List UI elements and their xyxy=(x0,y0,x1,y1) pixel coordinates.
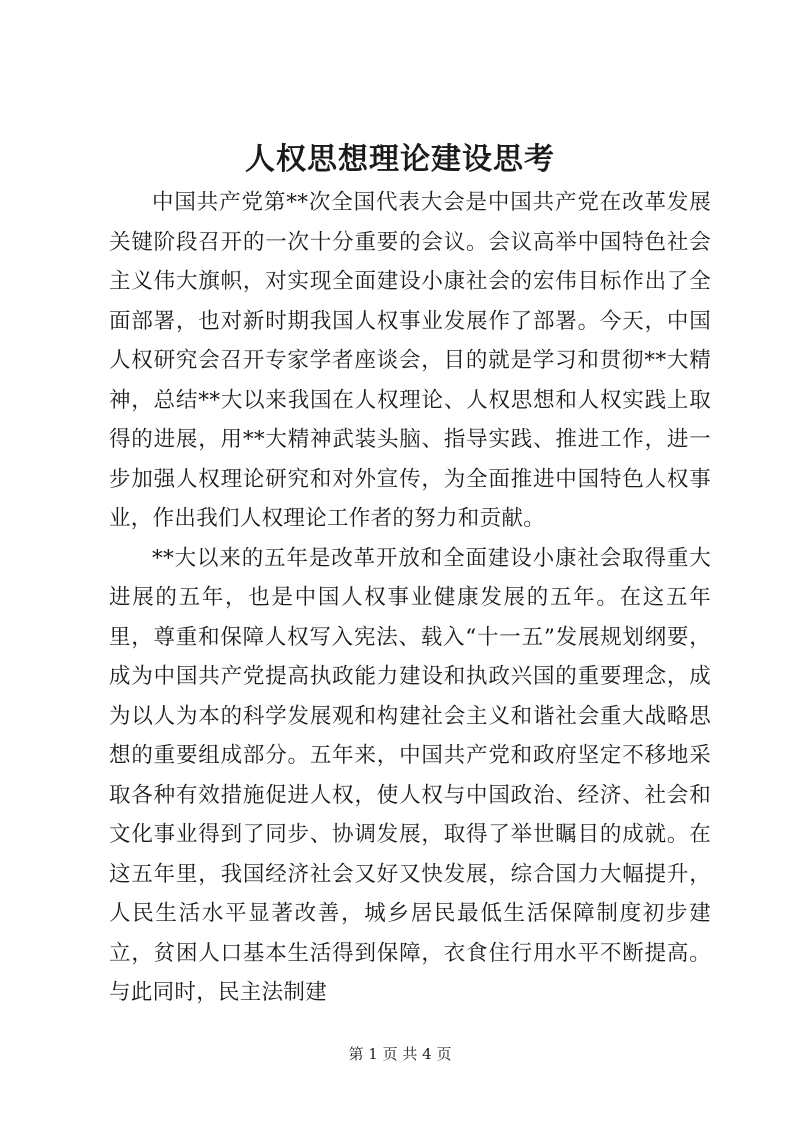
paragraph-1: 中国共产党第**次全国代表大会是中国共产党在改革发展关键阶段召开的一次十分重要的会议。会议高举中国特色社会主义伟大旗帜，对实现全面建设小康社会的宏伟目标作出了全面部署，也对新时期我国人权事业发展作了部署。今天，中国人权研究会召开专家学者座谈会，目的就是学习和贯彻**大精神，总结**大以来我国在人权理论、人权思想和人权实践上取得的进展，用**大精神武装头脑、指导实践、推进工作，进一步加强人权理论研究和对外宣传，为全面推进中国特色人权事业，作出我们人权理论工作者的努力和贡献。 xyxy=(109,190,711,531)
page-title: 人权思想理论建设思考 xyxy=(245,142,555,177)
document-body xyxy=(109,183,711,1013)
page-footer: 第 1 页 共 4 页 xyxy=(348,1045,452,1063)
paragraph-2: **大以来的五年是改革开放和全面建设小康社会取得重大进展的五年，也是中国人权事业健康发展的五年。在这五年里，尊重和保障人权写入宪法、载入“十一五”发展规划纲要，成为中国共产党提高执政能力建设和执政兴国的重要理念，成为以人为本的科学发展观和构建社会主义和谐社会重大战略思想的重要组成部分。五年来，中国共产党和政府坚定不移地采取各种有效措施促进人权，使人权与中国政治、经济、社会和文化事业得到了同步、协调发展，取得了举世瞩目的成就。在这五年里，我国经济社会又好又快发展，综合国力大幅提升，人民生活水平显著改善，城乡居民最低生活保障制度初步建立，贫困人口基本生活得到保障，衣食住行用水平不断提高。与此同时，民主法制建 xyxy=(109,545,711,1005)
